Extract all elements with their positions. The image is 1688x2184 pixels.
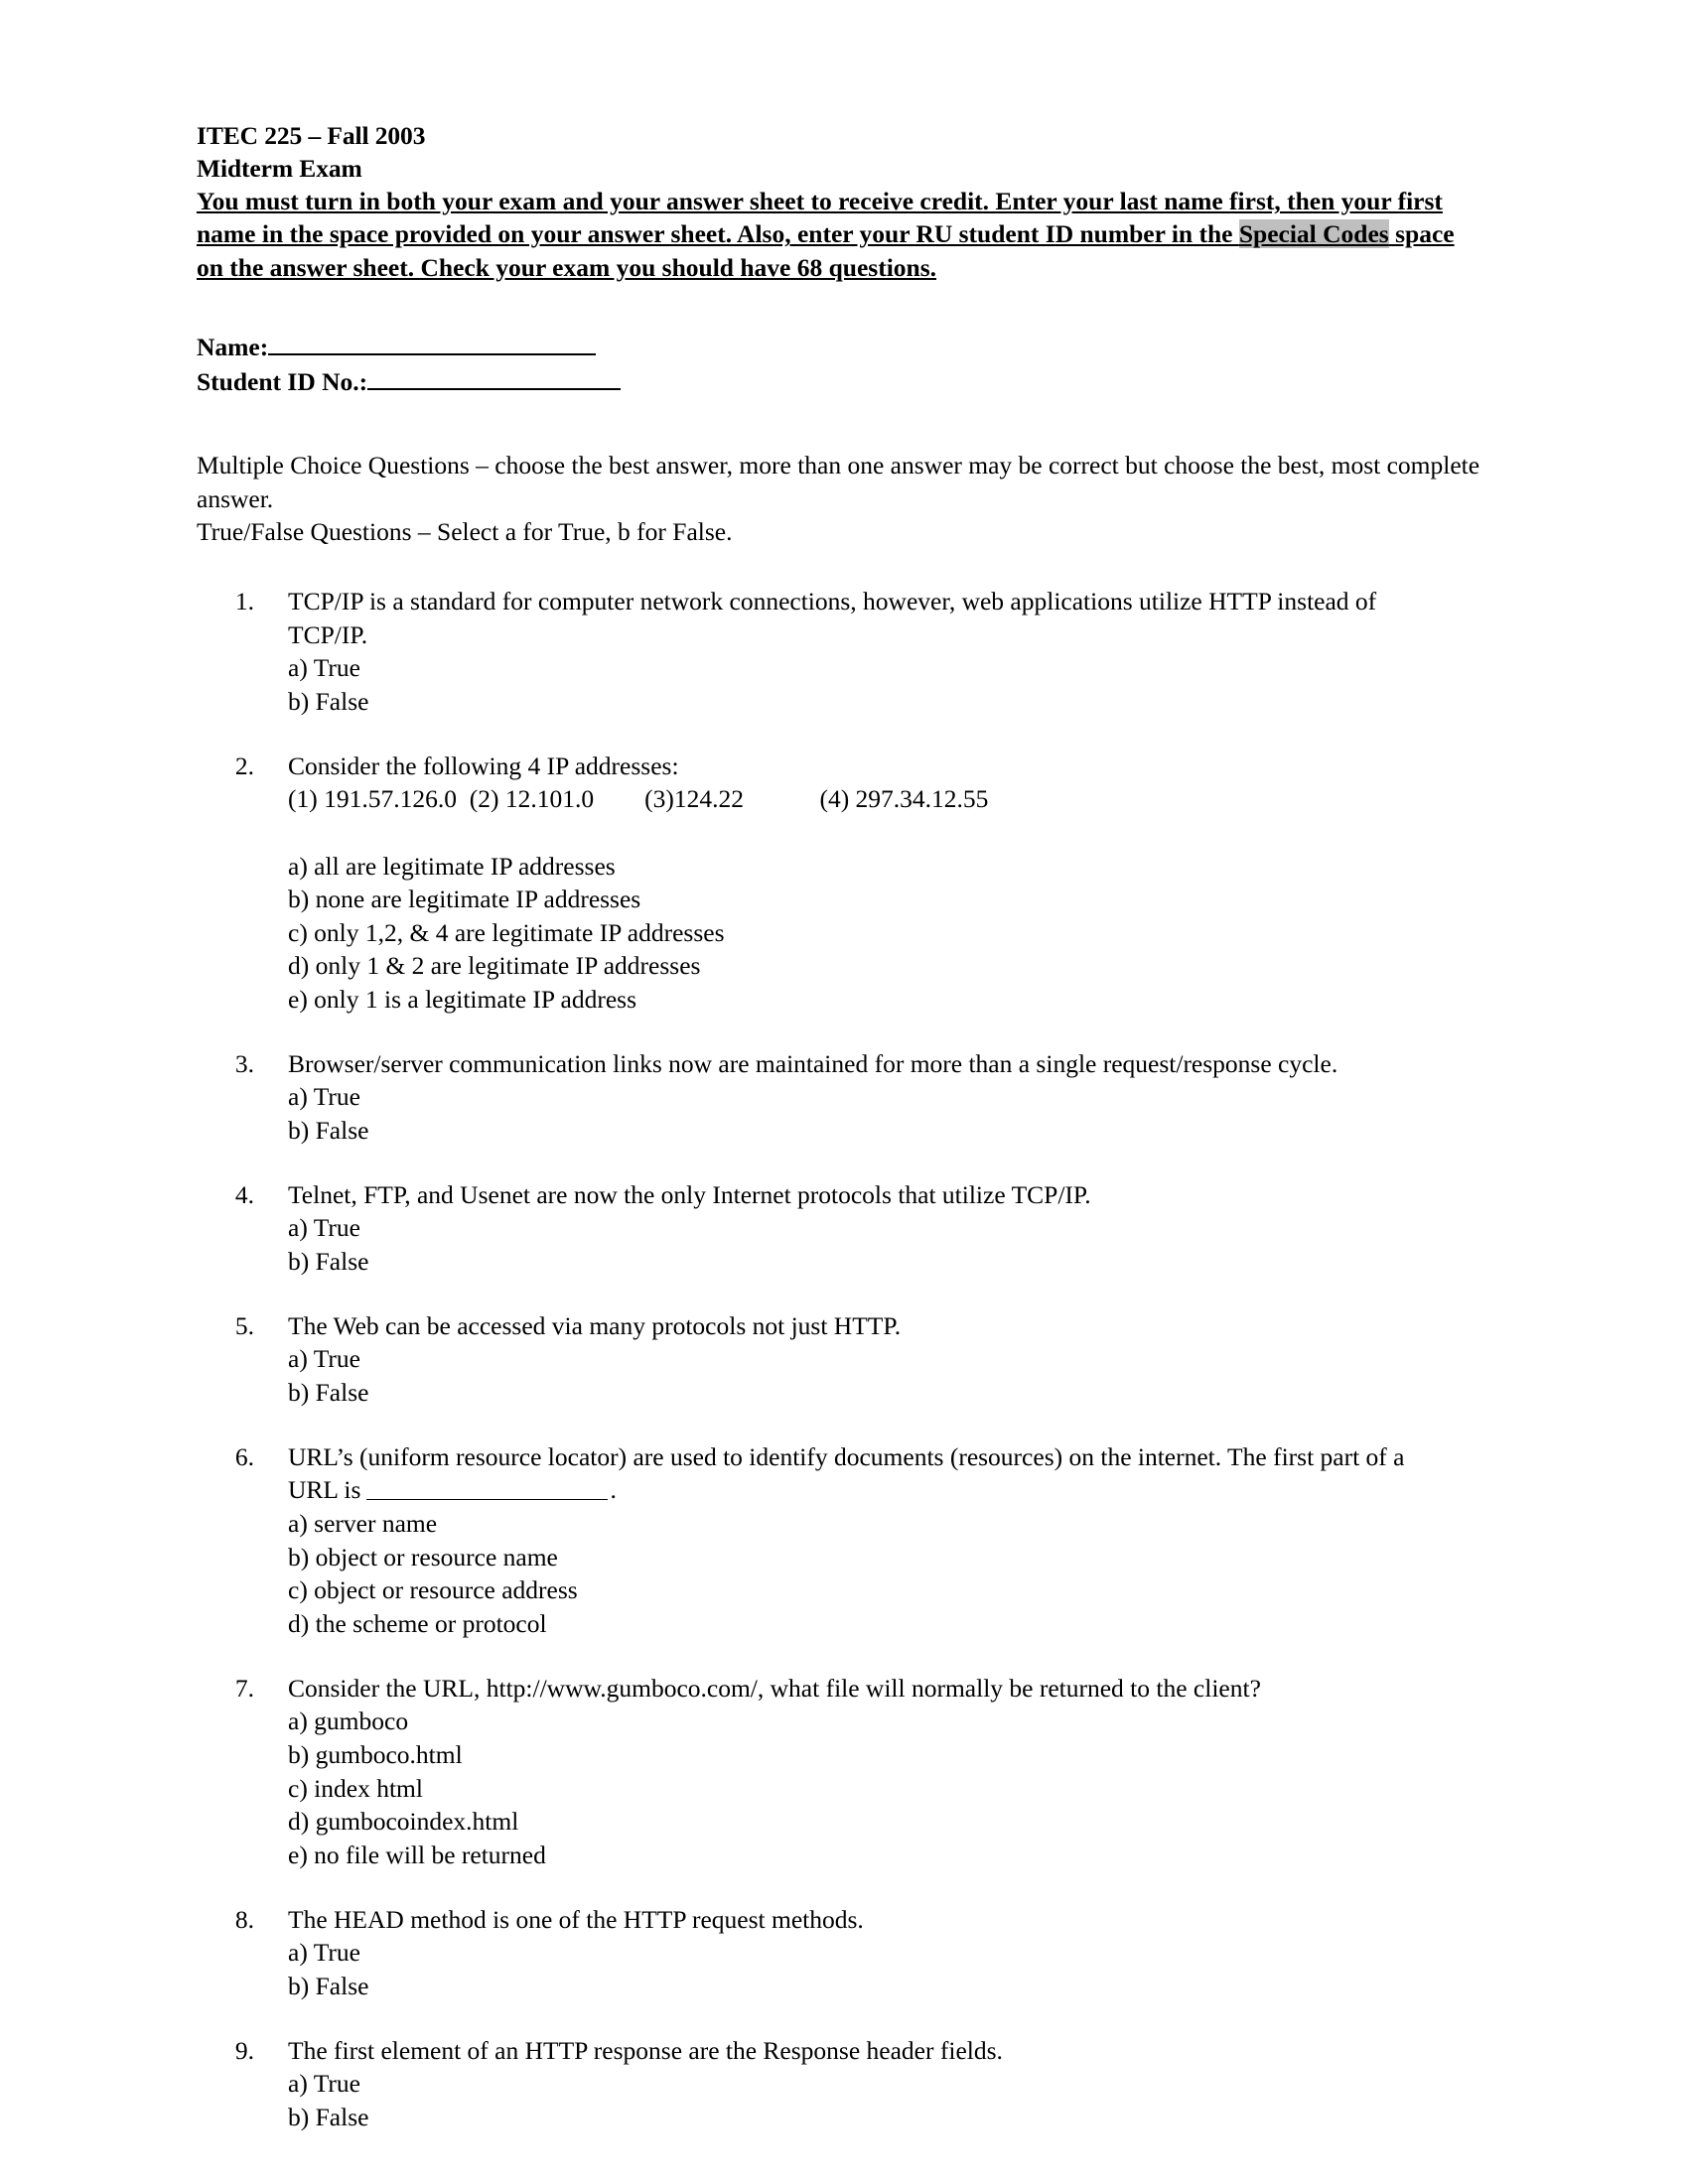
special-codes-highlight: Special Codes: [1238, 219, 1389, 249]
question-spacer: [288, 816, 1460, 850]
question-number: 3.: [234, 1048, 254, 1078]
option-b[interactable]: b) False: [288, 1116, 369, 1146]
question-stem: Consider the following 4 IP addresses:: [288, 751, 679, 780]
exam-title: Midterm Exam: [197, 154, 362, 184]
question-ip-address-list: (1) 191.57.126.0 (2) 12.101.0 (3)124.22 (4) 297.34.12.55: [288, 784, 989, 814]
question-body: [288, 2034, 1460, 2134]
question-stem: Browser/server communication links now are maintained for more than a single request/response cycle.: [288, 1048, 1338, 1078]
question-number: 7.: [234, 1673, 254, 1703]
option-b[interactable]: b) none are legitimate IP addresses: [288, 885, 641, 914]
question-body: [288, 1047, 1460, 1148]
question-stem: The first element of an HTTP response are the Response header fields.: [288, 2035, 1003, 2065]
question-stem-text: URL’s (uniform resource locator) are used to identify documents (resources) on the internet. The first part of a URL is: [288, 1441, 1405, 1505]
option-b[interactable]: b) False: [288, 686, 369, 716]
option-a[interactable]: a) server name: [288, 1509, 438, 1539]
option-a[interactable]: a) gumboco: [288, 1706, 409, 1736]
option-a[interactable]: a) True: [288, 1344, 360, 1374]
option-a[interactable]: a) True: [288, 653, 360, 683]
option-c[interactable]: c) only 1,2, & 4 are legitimate IP addresses: [288, 917, 725, 947]
option-b[interactable]: b) gumboco.html: [288, 1739, 463, 1769]
answering-instructions: [197, 449, 1487, 549]
question-body: [288, 1903, 1460, 2003]
question-item: [197, 1309, 1514, 1410]
option-a[interactable]: a) all are legitimate IP addresses: [288, 851, 616, 881]
student-fields: [197, 330, 1514, 399]
question-number: 9.: [234, 2035, 254, 2065]
option-d[interactable]: d) the scheme or protocol: [288, 1608, 547, 1638]
option-c[interactable]: c) object or resource address: [288, 1575, 578, 1605]
question-number: 1.: [234, 586, 254, 615]
question-number: 4.: [234, 1179, 254, 1209]
question-body: [288, 1672, 1460, 1872]
option-a[interactable]: a) True: [288, 1082, 360, 1112]
name-input-blank[interactable]: [268, 330, 596, 355]
question-body: [288, 1440, 1460, 1641]
question-number: 6.: [234, 1441, 254, 1471]
question-stem: Consider the URL, http://www.gumboco.com/, what file will normally be returned to the client?: [288, 1673, 1261, 1703]
question-body: [288, 585, 1460, 719]
option-d[interactable]: d) gumbocoindex.html: [288, 1807, 519, 1837]
option-b[interactable]: b) False: [288, 1971, 369, 2000]
option-a[interactable]: a) True: [288, 2069, 360, 2099]
instructions-text-part1: You must turn in both your exam and your answer sheet to receive credit. Enter your last name first, then your first name in the space provided on your answer sheet. Also, enter your RU student ID number in the: [197, 187, 1443, 249]
fill-in-blank[interactable]: [366, 1476, 608, 1500]
question-item: [197, 1903, 1514, 2003]
course-title: ITEC 225 – Fall 2003: [197, 121, 426, 150]
question-body: [288, 750, 1460, 1017]
question-item: [197, 1178, 1514, 1279]
question-body: [288, 1178, 1460, 1279]
student-id-label: Student ID No.:: [197, 367, 368, 397]
instructions-text-part2: space on the answer sheet. Check your exam you should have 68 questions.: [197, 219, 1455, 282]
student-id-input-blank[interactable]: [367, 364, 621, 390]
option-b[interactable]: b) False: [288, 2102, 369, 2131]
question-item: [197, 750, 1514, 1017]
question-list: [197, 585, 1514, 2134]
question-stem: Telnet, FTP, and Usenet are now the only Internet protocols that utilize TCP/IP.: [288, 1179, 1091, 1209]
option-d[interactable]: d) only 1 & 2 are legitimate IP addresses: [288, 951, 701, 981]
question-stem: The Web can be accessed via many protocols not just HTTP.: [288, 1310, 902, 1340]
question-body: [288, 1309, 1460, 1410]
question-number: 8.: [234, 1904, 254, 1934]
question-stem: TCP/IP is a standard for computer network connections, however, web applications utilize HTTP instead of TCP/IP.: [288, 586, 1377, 649]
option-e[interactable]: e) only 1 is a legitimate IP address: [288, 985, 637, 1015]
name-label: Name:: [197, 332, 269, 361]
option-a[interactable]: a) True: [288, 1213, 360, 1243]
option-b[interactable]: b) False: [288, 1378, 369, 1408]
option-b[interactable]: b) False: [288, 1247, 369, 1277]
exam-instructions: [197, 185, 1460, 283]
question-stem: [288, 1440, 1460, 1507]
option-b[interactable]: b) object or resource name: [288, 1542, 558, 1571]
question-item: [197, 2034, 1514, 2134]
multiple-choice-instruction: Multiple Choice Questions – choose the best answer, more than one answer may be correct but choose the best, most complete answer.: [197, 450, 1480, 513]
student-id-field-row: [197, 364, 1514, 399]
option-a[interactable]: a) True: [288, 1938, 360, 1968]
true-false-instruction: True/False Questions – Select a for True, b for False.: [197, 517, 733, 547]
option-e[interactable]: e) no file will be returned: [288, 1840, 546, 1869]
question-number: 2.: [234, 751, 254, 780]
exam-header: [197, 119, 1514, 185]
question-item: [197, 1440, 1514, 1641]
question-item: [197, 1047, 1514, 1148]
question-item: [197, 1672, 1514, 1872]
question-item: [197, 585, 1514, 719]
question-stem-period: .: [610, 1475, 617, 1505]
option-c[interactable]: c) index html: [288, 1773, 423, 1803]
question-stem: The HEAD method is one of the HTTP request methods.: [288, 1904, 864, 1934]
question-number: 5.: [234, 1310, 254, 1340]
name-field-row: [197, 330, 1514, 364]
